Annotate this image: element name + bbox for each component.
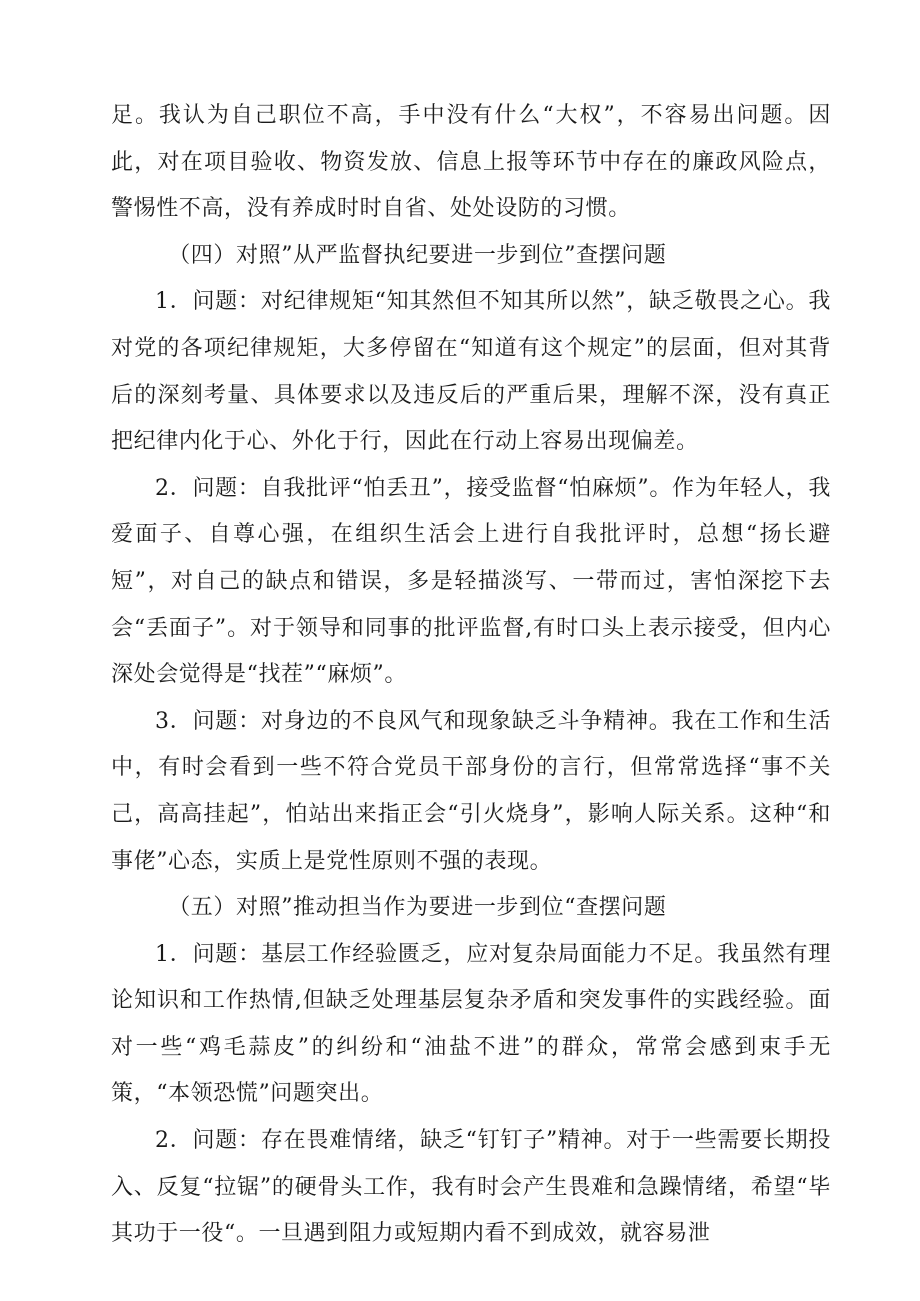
section-heading-4: （四）对照”从严监督执纪要进一步到位”查摆问题 (168, 242, 667, 268)
section-heading-5: （五）对照”推动担当作为要进一步到位“查摆问题 (168, 895, 667, 921)
paragraph: 3．问题：对身边的不良风气和现象缺乏斗争精神。我在工作和生活中，有时会看到一些不符合党员干部身份的言行，但常常选择“事不关己，高高挂起”，怕站出来指正会“引火烧身”，影响人际关系。这种“和事佬”心态，实质上是党性原则不强的表现。 (111, 708, 831, 874)
paragraph: 2．问题：存在畏难情绪，缺乏“钉钉子”精神。对于一些需要长期投入、反复“拉锯”的硬骨头工作，我有时会产生畏难和急躁情绪，希望“毕其功于一役“。一旦遇到阻力或短期内看不到成效，就容易泄 (111, 1128, 831, 1247)
paragraph: 2．问题：自我批评“怕丢丑”，接受监督“怕麻烦”。作为年轻人，我爱面子、自尊心强，在组织生活会上进行自我批评时，总想“扬长避短”，对自己的缺点和错误，多是轻描淡写、一带而过，害怕深挖下去会“丢面子”。对于领导和同事的批评监督,有时口头上表示接受，但内心深处会觉得是“找茬”“麻烦”。 (111, 475, 831, 688)
document-body (111, 93, 831, 1258)
paragraph-continued: 足。我认为自己职位不高，手中没有什么“大权”，不容易出问题。因此，对在项目验收、物资发放、信息上报等环节中存在的廉政风险点，警惕性不高，没有养成时时自省、处处设防的习惯。 (111, 103, 831, 222)
paragraph: 1．问题：基层工作经验匮乏，应对复杂局面能力不足。我虽然有理论知识和工作热情,但缺乏处理基层复杂矛盾和突发事件的实践经验。面对一些“鸡毛蒜皮”的纠纷和“油盐不进”的群众，常常会感到束手无策，“本领恐慌”问题突出。 (111, 941, 831, 1107)
paragraph: 1．问题：对纪律规矩“知其然但不知其所以然”，缺乏敬畏之心。我对党的各项纪律规矩，大多停留在“知道有这个规定”的层面，但对其背后的深刻考量、具体要求以及违反后的严重后果，理解不深，没有真正把纪律内化于心、外化于行，因此在行动上容易出现偏差。 (111, 289, 831, 455)
